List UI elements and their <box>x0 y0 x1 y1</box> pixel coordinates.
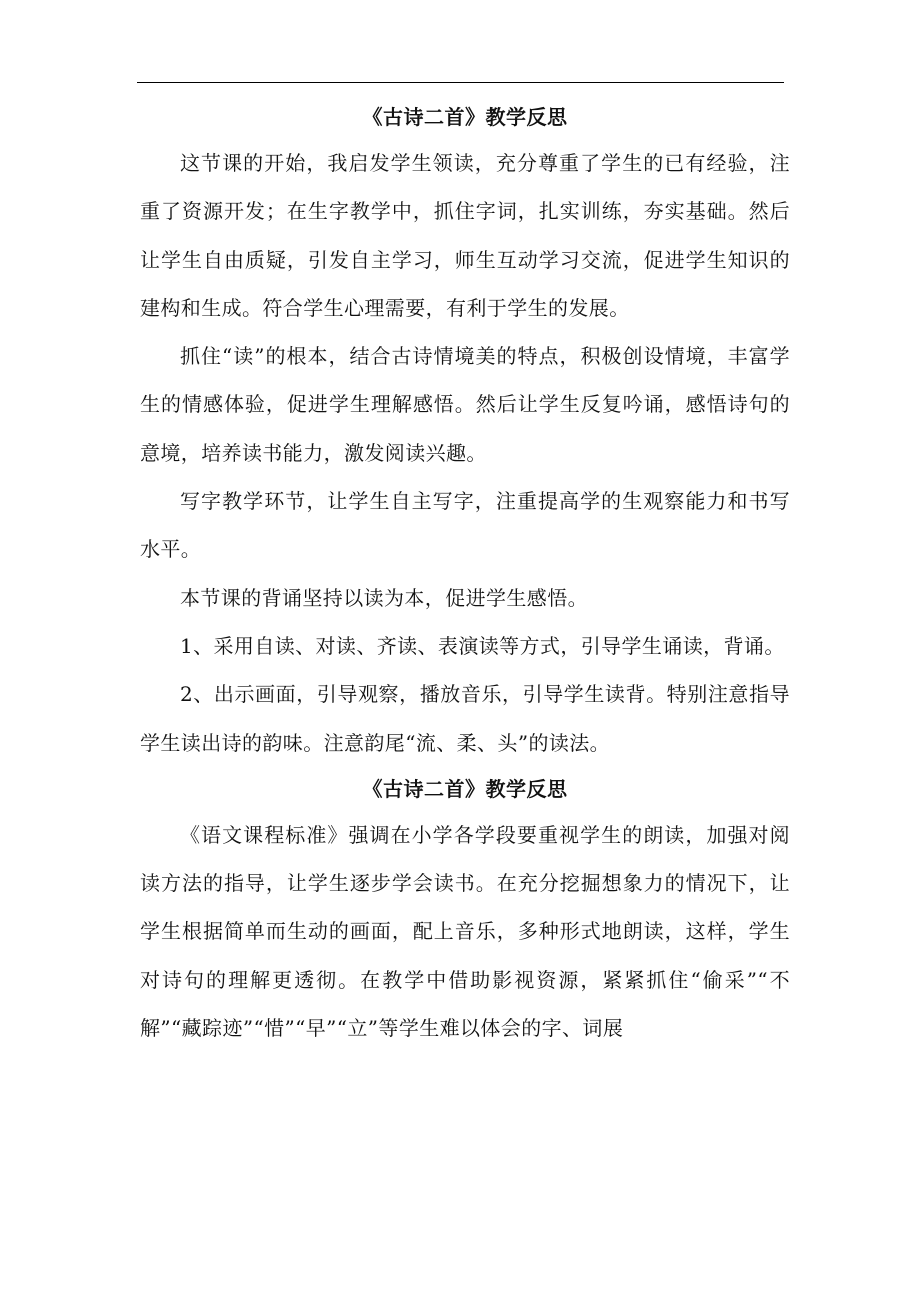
section-1-paragraph-1: 这节课的开始，我启发学生领读，充分尊重了学生的已有经验，注重了资源开发；在生字教学中，抓住字词，扎实训练，夯实基础。然后让学生自由质疑，引发自主学习，师生互动学习交流，促进学生知识的建构和生成。符合学生心理需要，有利于学生的发展。 <box>140 151 790 320</box>
section-1-paragraph-5: 1、采用自读、对读、齐读、表演读等方式，引导学生诵读，背诵。 <box>180 633 785 658</box>
document-body <box>140 95 790 1052</box>
section-2-paragraph-1: 《语文课程标准》强调在小学各学段要重视学生的朗读，加强对阅读方法的指导，让学生逐步学会读书。在充分挖掘想象力的情况下，让学生根据简单而生动的画面，配上音乐，多种形式地朗读，这样，学生对诗句的理解更透彻。在教学中借助影视资源，紧紧抓住“偷采”“不解”“藏踪迹”“惜”“早”“立”等学生难以体会的字、词展 <box>140 822 790 1041</box>
section-2-title: 《古诗二首》教学反思 <box>362 776 568 801</box>
section-1-paragraph-2: 抓住“读”的根本，结合古诗情境美的特点，积极创设情境，丰富学生的情感体验，促进学生理解感悟。然后让学生反复吟诵，感悟诗句的意境，培养读书能力，激发阅读兴趣。 <box>140 344 790 465</box>
section-1-paragraph-6: 2、出示画面，引导观察，播放音乐，引导学生读背。特别注意指导学生读出诗的韵味。注意韵尾“流、柔、头”的读法。 <box>140 682 790 755</box>
section-1-paragraph-4: 本节课的背诵坚持以读为本，促进学生感悟。 <box>180 585 588 610</box>
section-1-title: 《古诗二首》教学反思 <box>362 105 568 129</box>
header-rule <box>137 82 784 83</box>
section-1-paragraph-3: 写字教学环节，让学生自主写字，注重提高学的生观察能力和书写水平。 <box>140 489 790 562</box>
